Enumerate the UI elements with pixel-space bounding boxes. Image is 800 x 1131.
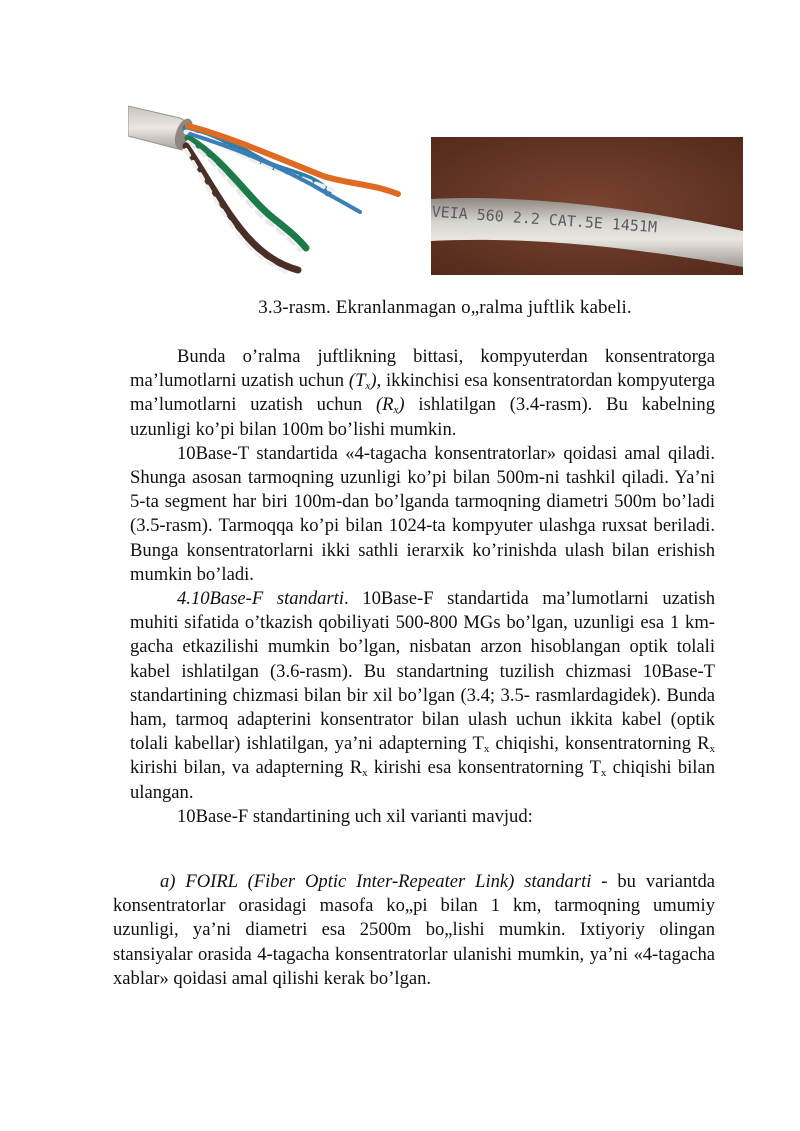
paragraph-1 bbox=[130, 345, 715, 442]
figure-3-3 bbox=[0, 0, 800, 290]
paragraph-2: 10Base-T standartida «4-tagacha konsentratorlar» qoidasi amal qiladi. Shunga asosan tarmoqning uzunligi ko’pi bilan 500m-ni tashkil qiladi. Ya’ni 5-ta segment har biri 100m-dan bo’lganda tarmoqning diametri 500m bo’ladi (3.5-rasm). Tarmoqqa ko’pi bilan 1024-ta kompyuter ulashga ruxsat beriladi. Bunga konsentratorlarni ikki sathli ierarxik ko’rinishda ulash bilan erishish mumkin bo’ladi. bbox=[130, 442, 715, 585]
tx-symbol: $(T_x)$, bbox=[348, 370, 382, 393]
paragraph-1-text: ikkinchisi esa konsentratordan kompyuterga ma’lumotlarni uzatish uchun bbox=[130, 370, 715, 416]
cable-jacket-marking-drawing bbox=[431, 137, 743, 275]
paragraph-4: 10Base-F standartining uch xil varianti mavjud: bbox=[177, 805, 533, 827]
body-text bbox=[130, 345, 715, 829]
jacket-marking-text: VEIA 560 2.2 CAT.5E 1451M bbox=[431, 202, 658, 237]
paragraph-1-text: Bunda o’ralma juftlikning bittasi, kompyuterdan konsentratorga ma’lumotlarni uzatish uchun bbox=[130, 346, 715, 392]
rx-symbol: $(R_x)$ bbox=[375, 394, 405, 417]
foirl-heading: a) FOIRL (Fiber Optic Inter-Repeater Link) standarti bbox=[160, 871, 592, 892]
body-text-continued bbox=[113, 870, 715, 991]
cable-photo bbox=[128, 98, 413, 278]
section-heading-10base-f: 4.10Base-F standarti bbox=[177, 588, 345, 610]
paragraph-5: a) FOIRL (Fiber Optic Inter-Repeater Link) standarti - bu variantda konsentratorlar orasidagi masofa ko„pi bilan 1 km, tarmoqning umumiy uzunligi, ya’ni diametri esa 2500m bo„lishi mumkin. Ixtiyoriy olingan stansiyalar orasida 4-tagacha konsentratorlar ulanishi mumkin, ya’ni «4-tagacha xablar» qoidasi amal qilishi kerak bo’lgan. bbox=[113, 871, 716, 989]
paragraph-1-text: ishlatilgan (3.4-rasm). Bu kabelning uzunligi ko’pi bilan 100m bo’lishi mumkin. bbox=[130, 394, 715, 440]
paragraph-3: 4.10Base-F standarti. 10Base-F standartida ma’lumotlarni uzatish muhiti sifatida o’tkazish qobiliyati 500-800 MGs bo’lgan, uzunligi esa 1 km-gacha etkazilishi mumkin bo’lgan, nisbatan arzon hisoblangan optik tolali kabel ishlatilgan (3.6-rasm). Bu standartning tuzilish chizmasi 10Base-T standartining chizmasi bilan bir xil bo’lgan (3.4; 3.5- rasmlardagidek). Bunda ham, tarmoq adapterini konsentrator bilan ulash uchun ikkita kabel (optik tolali kabellar) ishlatilgan, ya’ni adapterning $T_x$ chiqishi, konsentratorning $R_x$ kirishi bilan, va adapterning $R_x$ kirishi esa konsentratorning $T_x$ chiqishi bilan ulangan. bbox=[130, 588, 716, 803]
cable-jacket-marking-photo bbox=[431, 137, 743, 275]
figure-caption: 3.3-rasm. Ekranlanmagan o„ralma juftlik kabeli. bbox=[258, 297, 632, 318]
